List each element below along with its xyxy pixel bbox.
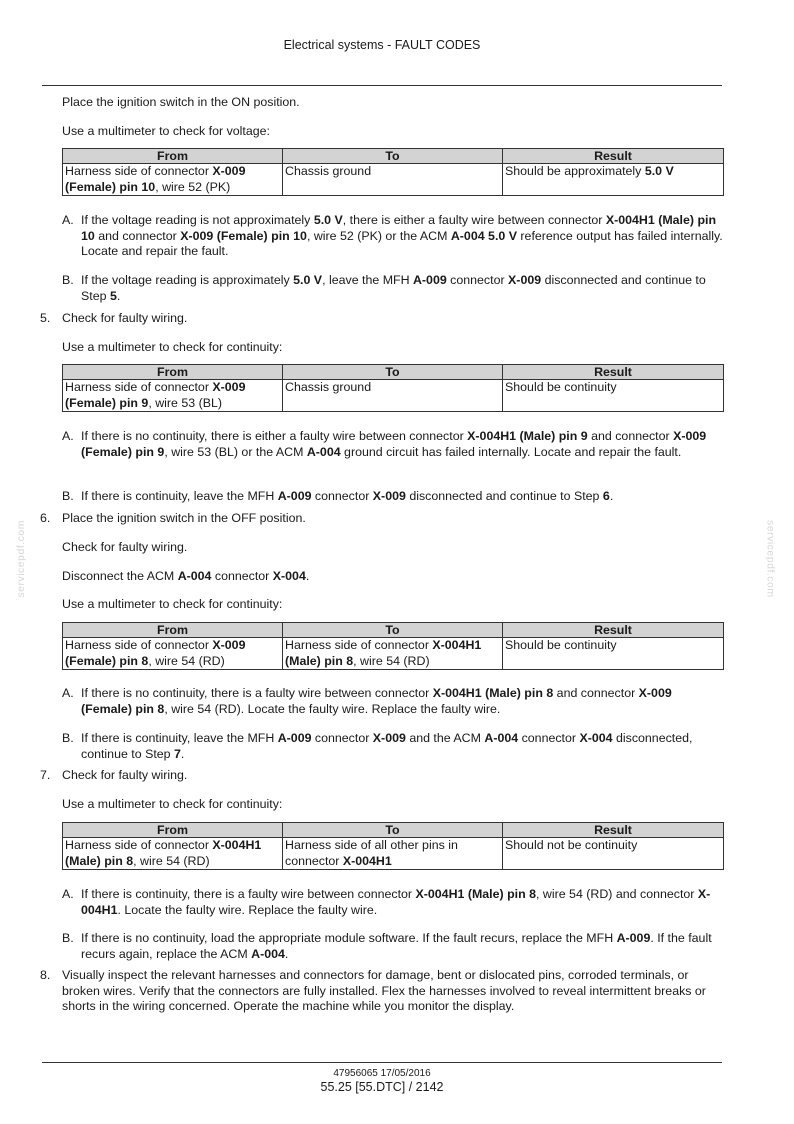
table-row: [63, 164, 724, 196]
cell-result: Should be continuity: [503, 380, 724, 412]
table-header-row: [63, 823, 724, 838]
footer-rule: [42, 1062, 722, 1063]
step-6: 6. Place the ignition switch in the OFF position.: [40, 511, 306, 525]
item-label: A.: [62, 887, 74, 901]
step-number: 8.: [40, 968, 51, 982]
column-from: From: [63, 365, 283, 380]
column-to: To: [283, 623, 503, 638]
step-6-disconnect: Disconnect the ACM A-004 connector X-004.: [62, 569, 310, 583]
cell-to: Harness side of connector X-004H1 (Male) pin 8, wire 54 (RD): [283, 638, 503, 670]
column-result: Result: [503, 365, 724, 380]
table-row: [63, 638, 724, 670]
cell-from: Harness side of connector X-009 (Female) pin 9, wire 53 (BL): [63, 380, 283, 412]
column-result: Result: [503, 823, 724, 838]
step-number: 5.: [40, 311, 51, 325]
watermark-left: servicepdf.com: [15, 520, 27, 598]
cell-to: Harness side of all other pins in connector X-004H1: [283, 838, 503, 870]
watermark-right: servicepdf.com: [764, 520, 777, 598]
step-8: 8. Visually inspect the relevant harnesses and connectors for damage, bent or dislocated pins, corroded terminals, or broken wires. Verify that the connectors are fully installed. Flex the harnesses involved to reveal intermittent breaks or shorts in the wiring concerned. Operate the machine while you monitor the display.: [40, 968, 706, 1013]
item-label: A.: [62, 686, 74, 700]
column-from: From: [63, 623, 283, 638]
cell-to: Chassis ground: [283, 164, 503, 196]
continuity-check-table: [62, 622, 724, 670]
list-item: A. If there is no continuity, there is a faulty wire between connector X-004H1 (Male) pin 8 and connector X-009 (Female) pin 8, wire 54 (RD). Locate the faulty wire. Replace the faulty wire.: [62, 686, 672, 716]
header-rule: [42, 85, 722, 86]
column-to: To: [283, 149, 503, 164]
step-6-check-wiring: Check for faulty wiring.: [62, 540, 188, 554]
table-header-row: [63, 623, 724, 638]
table-header-row: [63, 149, 724, 164]
item-label: A.: [62, 429, 74, 443]
cell-from: Harness side of connector X-009 (Female) pin 10, wire 52 (PK): [63, 164, 283, 196]
step-6-instruction: Use a multimeter to check for continuity:: [62, 597, 283, 611]
table-row: [63, 838, 724, 870]
list-item: A. If there is continuity, there is a faulty wire between connector X-004H1 (Male) pin 8, wire 54 (RD) and connector X-004H1. Locate the faulty wire. Replace the faulty wire.: [62, 887, 711, 917]
step-7: 7. Check for faulty wiring.: [40, 768, 188, 782]
column-result: Result: [503, 623, 724, 638]
cell-result: Should not be continuity: [503, 838, 724, 870]
item-label: B.: [62, 273, 74, 287]
step-5: 5. Check for faulty wiring.: [40, 311, 188, 325]
item-label: B.: [62, 731, 74, 745]
item-label: A.: [62, 213, 74, 227]
column-to: To: [283, 365, 503, 380]
list-item: B. If there is continuity, leave the MFH A-009 connector X-009 and the ACM A-004 connector X-004 disconnected, continue to Step 7.: [62, 731, 693, 761]
column-from: From: [63, 149, 283, 164]
step-5-instruction: Use a multimeter to check for continuity:: [62, 340, 283, 354]
continuity-check-table: [62, 364, 724, 412]
cell-result: Should be continuity: [503, 638, 724, 670]
list-item: B. If there is continuity, leave the MFH A-009 connector X-009 disconnected and continue to Step 6.: [62, 489, 614, 503]
cell-to: Chassis ground: [283, 380, 503, 412]
list-item: B. If the voltage reading is approximately 5.0 V, leave the MFH A-009 connector X-009 disconnected and continue to Step 5.: [62, 273, 706, 303]
continuity-check-table: [62, 822, 724, 870]
column-from: From: [63, 823, 283, 838]
list-item: A. If there is no continuity, there is either a faulty wire between connector X-004H1 (Male) pin 9 and connector X-009 (Female) pin 9, wire 53 (BL) or the ACM A-004 ground circuit has failed internally. Locate and repair the fault.: [62, 429, 707, 459]
voltage-check-table: [62, 148, 724, 196]
item-label: B.: [62, 931, 74, 945]
item-label: B.: [62, 489, 74, 503]
cell-from: Harness side of connector X-009 (Female) pin 8, wire 54 (RD): [63, 638, 283, 670]
step-number: 7.: [40, 768, 51, 782]
list-item: A. If the voltage reading is not approximately 5.0 V, there is either a faulty wire between connector X-004H1 (Male) pin 10 and connector X-009 (Female) pin 10, wire 52 (PK) or the ACM A-004 5.0 V reference output has failed internally. Locate and repair the fault.: [62, 213, 723, 258]
cell-result: Should be approximately 5.0 V: [503, 164, 724, 196]
footer-doc-number: 47956065 17/05/2016: [333, 1068, 431, 1079]
cell-from: Harness side of connector X-004H1 (Male) pin 8, wire 54 (RD): [63, 838, 283, 870]
page-header-title: Electrical systems - FAULT CODES: [283, 38, 481, 52]
table-row: [63, 380, 724, 412]
column-result: Result: [503, 149, 724, 164]
step-7-instruction: Use a multimeter to check for continuity:: [62, 797, 283, 811]
list-item: B. If there is no continuity, load the appropriate module software. If the fault recurs, replace the MFH A-009. If the fault recurs again, replace the ACM A-004.: [62, 931, 712, 961]
step-number: 6.: [40, 511, 51, 525]
intro-voltage-check: Use a multimeter to check for voltage:: [62, 124, 270, 138]
column-to: To: [283, 823, 503, 838]
table-header-row: [63, 365, 724, 380]
footer-page-number: 55.25 [55.DTC] / 2142: [320, 1080, 444, 1094]
intro-ignition-on: Place the ignition switch in the ON position.: [62, 95, 300, 109]
